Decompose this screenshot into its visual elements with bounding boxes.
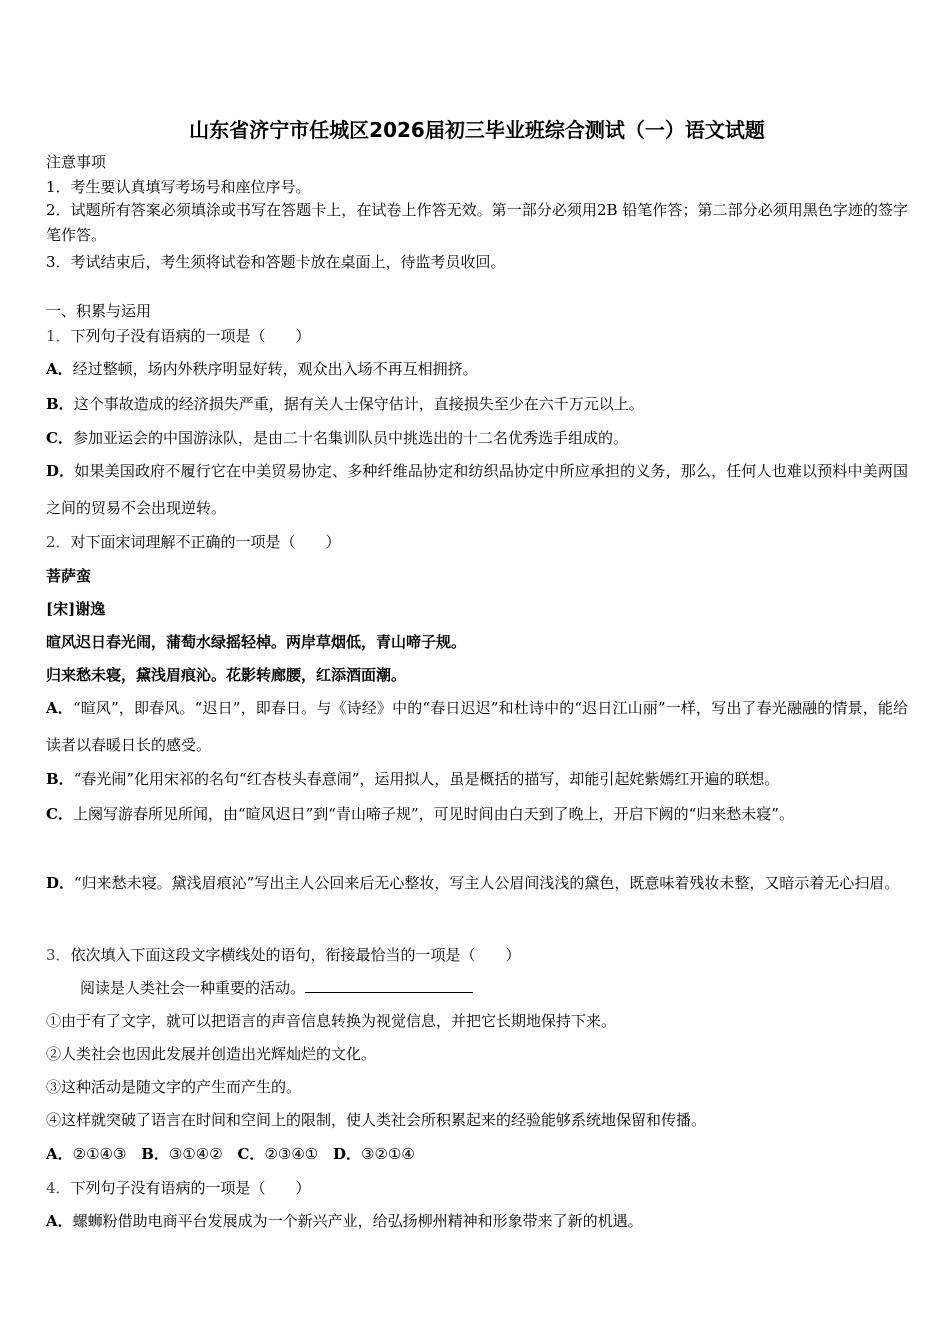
option-label: A． [46, 360, 73, 378]
option-text: “春光闹”化用宋祁的名句“红杏枝头春意闹”，运用拟人，虽是概括的描写，却能引起姹紫嫣红开遍的联想。 [73, 770, 780, 788]
option-d [46, 453, 908, 527]
option-d [46, 865, 908, 902]
question-1-stem [46, 326, 311, 346]
notice-heading: 注意事项 [46, 153, 107, 171]
option-label: A． [46, 1212, 73, 1230]
option-text: “归来愁未寝。黛浅眉痕沁”写出主人公回来后无心整妆，写主人公眉间浅浅的黛色，既意味着残妆未整，又暗示着无心扫眉。 [74, 874, 900, 892]
notice-item: 3．考试结束后，考生须将试卷和答题卡放在桌面上，待监考员收回。 [46, 253, 506, 271]
question-number: 4． [46, 1179, 71, 1197]
sentence-item: ②人类社会也因此发展并创造出光辉灿烂的文化。 [46, 1045, 377, 1063]
option-label: C． [46, 429, 73, 447]
option-label: C． [237, 1145, 265, 1163]
question-text: 依次填入下面这段文字横线处的语句，衔接最恰当的一项是（ ） [70, 946, 521, 964]
option-text: 上阕写游春所见所闻，由“暄风迟日”到“青山啼子规”，可见时间由白天到了晚上，开启下阙的“归来愁未寝”。 [72, 805, 794, 823]
lead-text: 阅读是人类社会一种重要的活动。 [80, 979, 306, 997]
sentence-item: ①由于有了文字，就可以把语言的声音信息转换为视觉信息，并把它长期地保持下来。 [46, 1012, 617, 1030]
poem-line: 归来愁未寝，黛浅眉痕沁。花影转廊腰，红添酒面潮。 [46, 666, 407, 684]
sentence-item: ④这样就突破了语言在时间和空间上的限制，使人类社会所积累起来的经验能够系统地保留和传播。 [46, 1111, 707, 1129]
option-text: 参加亚运会的中国游泳队，是由二十名集训队员中挑选出的十二名优秀选手组成的。 [72, 429, 628, 447]
option-label: A． [46, 699, 73, 717]
option-text: ②③④① [264, 1145, 319, 1163]
option-row [46, 1144, 425, 1164]
poem-line: 暄风迟日春光闹，蒲萄水绿摇轻棹。两岸草烟低，青山啼子规。 [46, 633, 467, 651]
question-3-stem [46, 945, 521, 965]
option-label: B． [141, 1145, 169, 1163]
question-text: 下列句子没有语病的一项是（ ） [70, 1179, 311, 1197]
option-text: 这个事故造成的经济损失严重，据有关人士保守估计，直接损失至少在六千万元以上。 [73, 395, 644, 413]
option-label: D． [46, 874, 75, 892]
option-label: D． [333, 1145, 362, 1163]
question-2-stem [46, 532, 341, 552]
option-text: 螺蛳粉借助电商平台发展成为一个新兴产业，给弘扬柳州精神和形象带来了新的机遇。 [72, 1212, 643, 1230]
question-number: 2． [46, 533, 71, 551]
option-text: ③①④② [168, 1145, 223, 1163]
question-4-stem [46, 1178, 311, 1198]
option-a [46, 1211, 643, 1231]
option-label: D． [46, 462, 75, 480]
option-a [46, 690, 908, 764]
question-text: 下列句子没有语病的一项是（ ） [70, 327, 311, 345]
option-b [46, 394, 644, 414]
page-title: 山东省济宁市任城区2026届初三毕业班综合测试（一）语文试题 [189, 118, 765, 142]
poem-title: 菩萨蛮 [46, 567, 92, 585]
option-label: A． [46, 1145, 73, 1163]
fill-blank [305, 978, 473, 993]
notice-item: 1．考生要认真填写考场号和座位序号。 [46, 178, 311, 196]
option-text: ③②①④ [361, 1145, 415, 1163]
option-label: B． [46, 770, 74, 788]
notice-item: 2．试题所有答案必须填涂或书写在答题卡上，在试卷上作答无效。第一部分必须用2B 铅笔作答；第二部分必须用黑色字迹的签字笔作答。 [46, 201, 908, 244]
question-number: 3． [46, 946, 71, 964]
poem-author: [宋]谢逸 [46, 600, 106, 618]
option-text: 经过整顿，场内外秩序明显好转，观众出入场不再互相拥挤。 [72, 360, 478, 378]
sentence-item: ③这种活动是随文字的产生而产生的。 [46, 1078, 302, 1096]
option-c [46, 428, 628, 448]
passage-lead [80, 978, 473, 998]
option-c [46, 796, 908, 833]
option-text: 如果美国政府不履行它在中美贸易协定、多种纤维品协定和纺织品协定中所应承担的义务，那么，任何人也难以预料中美两国之间的贸易不会出现逆转。 [46, 462, 908, 517]
option-b [46, 769, 779, 789]
option-text: ②①④③ [72, 1145, 127, 1163]
question-text: 对下面宋词理解不正确的一项是（ ） [70, 533, 341, 551]
option-label: B． [46, 395, 74, 413]
option-a [46, 359, 478, 379]
option-label: C． [46, 805, 73, 823]
section-heading: 一、积累与运用 [46, 302, 152, 320]
question-number: 1． [46, 327, 71, 345]
option-text: “暄风”，即春风。“迟日”，即春日。与《诗经》中的“春日迟迟”和杜诗中的“迟日江山丽”一样，写出了春光融融的情景，能给读者以春暖日长的感受。 [46, 699, 909, 754]
